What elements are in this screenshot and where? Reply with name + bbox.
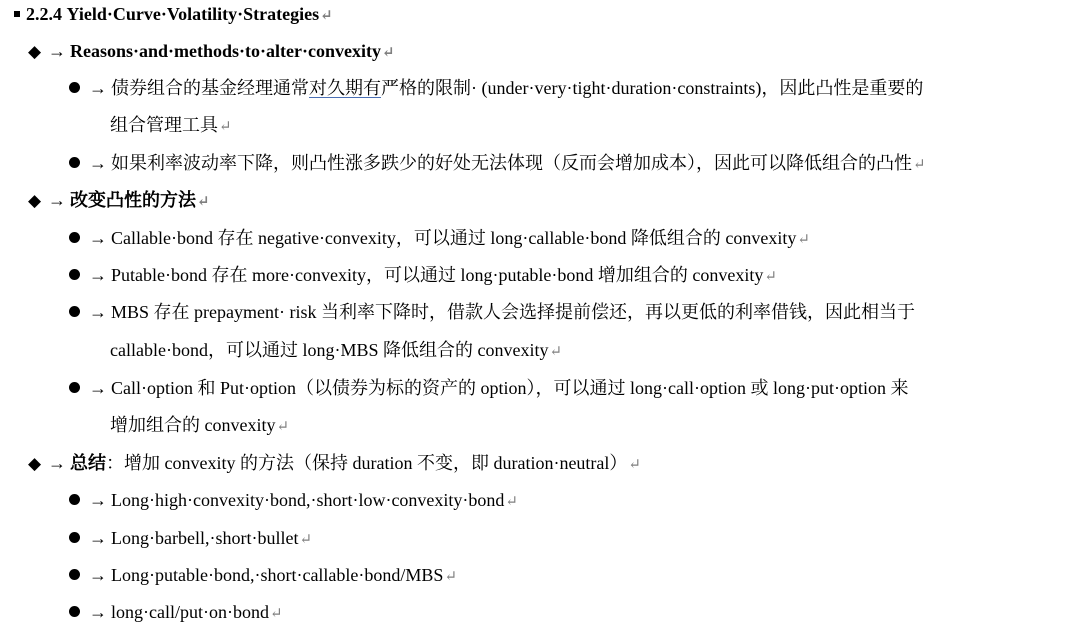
paragraph-mark-icon: ↵ [269,606,283,622]
subheading-text: 改变凸性的方法 [70,190,196,210]
subheading-text: Reasons·and·methods·to·alter·convexity [70,41,382,61]
heading-number: 2.2.4 [26,4,62,24]
list-item [69,600,283,624]
diamond-bullet-icon: ◆ [28,454,42,473]
list-item-text: Callable·bond 存在 negative·convexity，可以通过 long·callable·bond 降低组合的 convexity [111,228,797,248]
tab-arrow-icon: → [89,378,107,398]
round-bullet-icon [69,232,80,243]
list-item-text: Long·barbell,·short·bullet [111,528,299,548]
round-bullet-icon [69,494,80,505]
list-item-text: Call·option 和 Put·option（以债券为标的资产的 option），可以通过 long·call·option 或 long·put·option 来 [111,378,909,398]
diamond-bullet-icon: ◆ [28,191,42,210]
paragraph-mark-icon: ↵ [299,532,313,548]
list-item [69,263,777,287]
list-item-text: Long·putable·bond,·short·callable·bond/MBS [111,565,444,585]
list-item [69,376,908,400]
paragraph-mark-icon: ↵ [797,232,810,248]
list-item-continuation [110,413,289,437]
round-bullet-icon [69,306,80,317]
list-item [69,488,518,512]
round-bullet-icon [69,569,80,580]
list-item [69,226,810,250]
square-bullet-icon [14,11,20,17]
round-bullet-icon [69,532,80,543]
subheading-text: 总结 [70,453,106,473]
subheading-methods [28,188,210,212]
subheading-rest-text: ：增加 convexity 的方法（保持 duration 不变，即 duration·neutral） [106,453,628,473]
list-item-continuation [110,338,562,362]
tab-arrow-icon: → [48,453,66,473]
list-item [69,563,457,587]
paragraph-mark-icon: ↵ [219,119,232,135]
tab-arrow-icon: → [89,490,107,510]
paragraph-mark-icon: ↵ [197,194,210,210]
list-item-text: 如果利率波动率下降，则凸性涨多跌少的好处无法体现（反而会增加成本），因此可以降低组合的凸性 [111,153,912,173]
paragraph-mark-icon: ↵ [549,344,563,360]
list-item-text: MBS 存在 prepayment· risk 当利率下降时，借款人会选择提前偿还，再以更低的利率借钱，因此相当于 [111,302,915,322]
paragraph-mark-icon: ↵ [505,494,518,510]
list-item [69,151,926,175]
list-item-text: 债券组合的基金经理通常 [111,78,309,98]
list-item [69,300,915,324]
paragraph-mark-icon: ↵ [628,457,641,473]
list-item [69,526,312,550]
tab-arrow-icon: → [89,302,107,322]
list-item [69,76,923,100]
tab-arrow-icon: → [89,228,107,248]
list-item-text: 严格的限制· (under·very·tight·duration·constraints)，因此凸性是重要的 [381,78,924,98]
list-item-text: 组合管理工具 [110,115,218,135]
heading-title: Yield·Curve·Volatility·Strategies [66,4,320,24]
round-bullet-icon [69,82,80,93]
paragraph-mark-icon: ↵ [382,45,395,61]
tab-arrow-icon: → [89,265,107,285]
list-item-text: long·call/put·on·bond [111,602,269,622]
list-item-text: Putable·bond 存在 more·convexity，可以通过 long·putable·bond 增加组合的 convexity [111,265,764,285]
paragraph-mark-icon: ↵ [276,419,290,435]
diamond-bullet-icon: ◆ [28,42,42,61]
section-heading [14,2,333,26]
tab-arrow-icon: → [89,153,107,173]
paragraph-mark-icon: ↵ [913,157,926,173]
tab-arrow-icon: → [89,78,107,98]
round-bullet-icon [69,157,80,168]
list-item-text: 增加组合的 convexity [110,415,276,435]
underlined-text: 对久期有 [309,78,381,98]
paragraph-mark-icon: ↵ [320,8,333,24]
list-item-text: Long·high·convexity·bond,·short·low·convexity·bond [111,490,505,510]
tab-arrow-icon: → [48,190,66,210]
round-bullet-icon [69,382,80,393]
tab-arrow-icon: → [89,565,107,585]
tab-arrow-icon: → [89,602,107,622]
paragraph-mark-icon: ↵ [764,269,777,285]
tab-arrow-icon: → [89,528,107,548]
tab-arrow-icon: → [48,41,66,61]
list-item-continuation [110,113,232,137]
subheading-summary [28,451,641,475]
paragraph-mark-icon: ↵ [444,569,458,585]
round-bullet-icon [69,269,80,280]
round-bullet-icon [69,606,80,617]
list-item-text: callable·bond，可以通过 long·MBS 降低组合的 convexity [110,340,549,360]
subheading-reasons [28,39,395,63]
